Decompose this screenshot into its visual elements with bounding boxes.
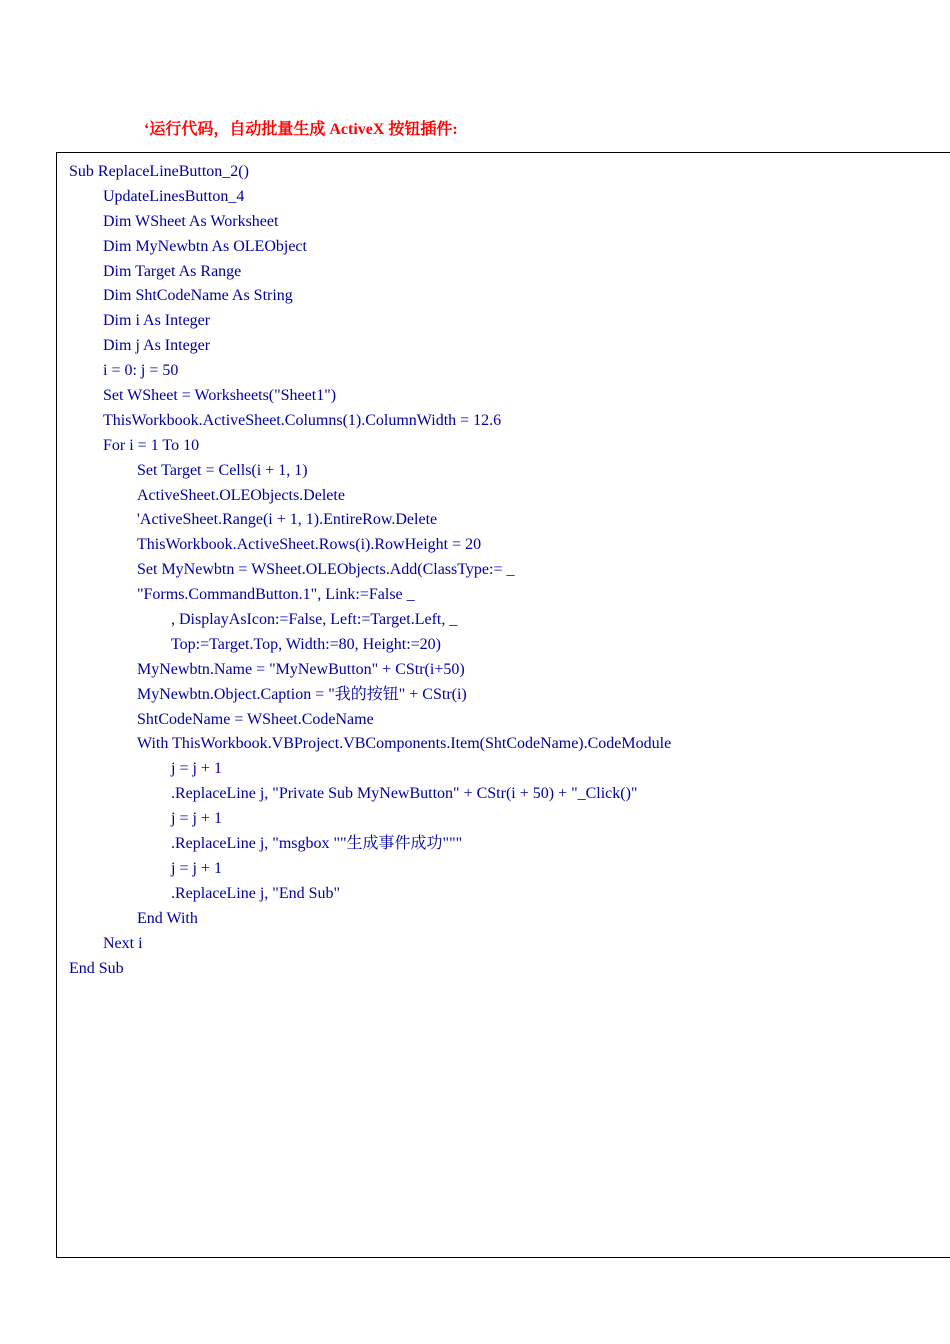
code-line: MyNewbtn.Object.Caption = "我的按钮" + CStr(i) [137,685,467,703]
code-block [56,152,950,1258]
code-line: Dim MyNewbtn As OLEObject [103,237,307,255]
code-line: ShtCodeName = WSheet.CodeName [137,710,374,728]
code-line: Dim Target As Range [103,262,242,280]
code-line: For i = 1 To 10 [103,436,200,454]
code-line: j = j + 1 [171,859,222,877]
section-heading: ‘运行代码，自动批量生成 ActiveX 按钮插件: [144,121,458,138]
code-line: Sub ReplaceLineButton_2() [69,163,249,180]
code-line: "Forms.CommandButton.1", Link:=False _ [137,586,415,604]
code-line: ThisWorkbook.ActiveSheet.Columns(1).ColumnWidth = 12.6 [103,411,502,429]
code-line: MyNewbtn.Name = "MyNewButton" + CStr(i+50) [137,660,465,678]
code-line: Next i [103,934,143,952]
code-line: With ThisWorkbook.VBProject.VBComponents.Item(ShtCodeName).CodeModule [137,735,672,753]
code-line: .ReplaceLine j, "End Sub" [171,884,341,902]
code-line: j = j + 1 [171,810,222,828]
code-line: Set MyNewbtn = WSheet.OLEObjects.Add(ClassType:= _ [137,561,515,579]
code-line: End Sub [69,959,124,977]
code-line: i = 0: j = 50 [103,362,179,380]
code-line: Dim j As Integer [103,337,211,355]
code-line: UpdateLinesButton_4 [103,187,245,205]
code-line: , DisplayAsIcon:=False, Left:=Target.Left, _ [171,611,458,629]
code-line: .ReplaceLine j, "msgbox ""生成事件成功""" [171,835,463,853]
code-lines [69,160,671,981]
code-line: End With [137,909,198,927]
code-line: ActiveSheet.OLEObjects.Delete [137,486,345,504]
code-line: .ReplaceLine j, "Private Sub MyNewButton" + CStr(i + 50) + "_Click()" [171,785,638,803]
code-line: Set Target = Cells(i + 1, 1) [137,461,308,479]
code-line: Top:=Target.Top, Width:=80, Height:=20) [171,635,441,653]
code-line: 'ActiveSheet.Range(i + 1, 1).EntireRow.Delete [137,511,438,529]
code-line: Dim WSheet As Worksheet [103,212,279,230]
code-line: Dim i As Integer [103,312,211,330]
code-line: j = j + 1 [171,760,222,778]
code-line: Dim ShtCodeName As String [103,287,293,305]
code-line: ThisWorkbook.ActiveSheet.Rows(i).RowHeight = 20 [137,536,482,554]
code-line: Set WSheet = Worksheets("Sheet1") [103,387,337,405]
